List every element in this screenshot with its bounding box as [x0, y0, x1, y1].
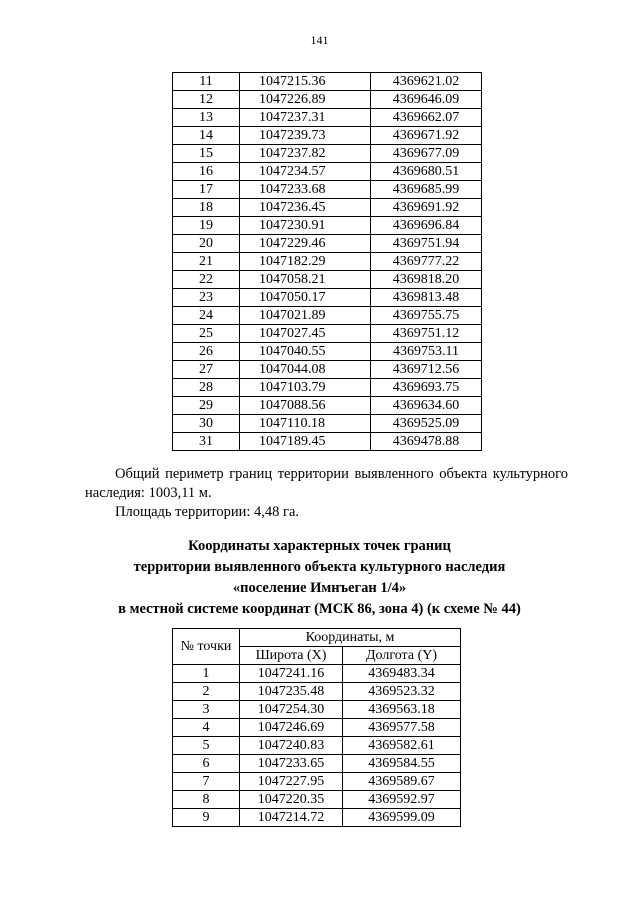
- header-point-number: № точки: [173, 629, 240, 665]
- x-coordinate-cell: 1047027.45: [240, 325, 371, 343]
- header-coordinates: Координаты, м: [240, 629, 461, 647]
- point-number-cell: 25: [173, 325, 240, 343]
- table-row: [173, 737, 461, 755]
- y-coordinate-cell: 4369691.92: [371, 199, 482, 217]
- x-coordinate-cell: 1047254.30: [240, 701, 343, 719]
- heading-line-4: в местной системе координат (МСК 86, зона 4) (к схеме № 44): [118, 601, 521, 617]
- point-number-cell: 13: [173, 109, 240, 127]
- table-row: [173, 665, 461, 683]
- point-number-cell: 7: [173, 773, 240, 791]
- y-coordinate-cell: 4369599.09: [343, 809, 461, 827]
- table-row: [173, 755, 461, 773]
- table-row: [173, 683, 461, 701]
- x-coordinate-cell: 1047182.29: [240, 253, 371, 271]
- x-coordinate-cell: 1047239.73: [240, 127, 371, 145]
- point-number-cell: 6: [173, 755, 240, 773]
- table-row: [173, 289, 482, 307]
- y-coordinate-cell: 4369693.75: [371, 379, 482, 397]
- point-number-cell: 28: [173, 379, 240, 397]
- y-coordinate-cell: 4369685.99: [371, 181, 482, 199]
- y-coordinate-cell: 4369577.58: [343, 719, 461, 737]
- table-row: [173, 791, 461, 809]
- x-coordinate-cell: 1047189.45: [240, 433, 371, 451]
- y-coordinate-cell: 4369589.67: [343, 773, 461, 791]
- point-number-cell: 17: [173, 181, 240, 199]
- y-coordinate-cell: 4369483.34: [343, 665, 461, 683]
- x-coordinate-cell: 1047236.45: [240, 199, 371, 217]
- y-coordinate-cell: 4369813.48: [371, 289, 482, 307]
- table-row: [173, 773, 461, 791]
- table-row: [173, 235, 482, 253]
- y-coordinate-cell: 4369755.75: [371, 307, 482, 325]
- point-number-cell: 11: [173, 73, 240, 91]
- y-coordinate-cell: 4369523.32: [343, 683, 461, 701]
- y-coordinate-cell: 4369671.92: [371, 127, 482, 145]
- y-coordinate-cell: 4369584.55: [343, 755, 461, 773]
- table-row: [173, 73, 482, 91]
- point-number-cell: 22: [173, 271, 240, 289]
- x-coordinate-cell: 1047058.21: [240, 271, 371, 289]
- x-coordinate-cell: 1047233.65: [240, 755, 343, 773]
- point-number-cell: 9: [173, 809, 240, 827]
- x-coordinate-cell: 1047237.82: [240, 145, 371, 163]
- y-coordinate-cell: 4369751.12: [371, 325, 482, 343]
- x-coordinate-cell: 1047021.89: [240, 307, 371, 325]
- table-row: [173, 127, 482, 145]
- y-coordinate-cell: 4369563.18: [343, 701, 461, 719]
- y-coordinate-cell: 4369592.97: [343, 791, 461, 809]
- y-coordinate-cell: 4369677.09: [371, 145, 482, 163]
- point-number-cell: 2: [173, 683, 240, 701]
- y-coordinate-cell: 4369621.02: [371, 73, 482, 91]
- point-number-cell: 30: [173, 415, 240, 433]
- table-row: [173, 163, 482, 181]
- point-number-cell: 21: [173, 253, 240, 271]
- x-coordinate-cell: 1047230.91: [240, 217, 371, 235]
- table-row: [173, 325, 482, 343]
- y-coordinate-cell: 4369680.51: [371, 163, 482, 181]
- point-number-cell: 1: [173, 665, 240, 683]
- x-coordinate-cell: 1047044.08: [240, 361, 371, 379]
- coordinates-table: [172, 628, 461, 827]
- y-coordinate-cell: 4369662.07: [371, 109, 482, 127]
- header-longitude: Долгота (Y): [343, 647, 461, 665]
- point-number-cell: 23: [173, 289, 240, 307]
- table-row: [173, 109, 482, 127]
- table-row: [173, 415, 482, 433]
- table-row: [173, 361, 482, 379]
- point-number-cell: 31: [173, 433, 240, 451]
- x-coordinate-cell: 1047227.95: [240, 773, 343, 791]
- x-coordinate-cell: 1047237.31: [240, 109, 371, 127]
- y-coordinate-cell: 4369696.84: [371, 217, 482, 235]
- table-row: [173, 701, 461, 719]
- table-row: [173, 145, 482, 163]
- point-number-cell: 24: [173, 307, 240, 325]
- x-coordinate-cell: 1047240.83: [240, 737, 343, 755]
- table-row: [173, 433, 482, 451]
- header-latitude: Широта (X): [240, 647, 343, 665]
- table-row: [173, 253, 482, 271]
- point-number-cell: 4: [173, 719, 240, 737]
- x-coordinate-cell: 1047050.17: [240, 289, 371, 307]
- y-coordinate-cell: 4369582.61: [343, 737, 461, 755]
- point-number-cell: 16: [173, 163, 240, 181]
- section-heading: [0, 536, 639, 620]
- point-number-cell: 18: [173, 199, 240, 217]
- point-number-cell: 12: [173, 91, 240, 109]
- table-row: [173, 397, 482, 415]
- y-coordinate-cell: 4369525.09: [371, 415, 482, 433]
- table-row: [173, 91, 482, 109]
- perimeter-text: Общий периметр границ территории выявленного объекта культурного наследия: 1003,11 м.: [85, 466, 568, 501]
- x-coordinate-cell: 1047235.48: [240, 683, 343, 701]
- y-coordinate-cell: 4369751.94: [371, 235, 482, 253]
- y-coordinate-cell: 4369753.11: [371, 343, 482, 361]
- table-row: [173, 379, 482, 397]
- x-coordinate-cell: 1047110.18: [240, 415, 371, 433]
- page-number: 141: [310, 33, 329, 47]
- y-coordinate-cell: 4369646.09: [371, 91, 482, 109]
- point-number-cell: 26: [173, 343, 240, 361]
- point-number-cell: 15: [173, 145, 240, 163]
- heading-line-1: Координаты характерных точек границ: [188, 538, 451, 554]
- x-coordinate-cell: 1047220.35: [240, 791, 343, 809]
- point-number-cell: 19: [173, 217, 240, 235]
- x-coordinate-cell: 1047214.72: [240, 809, 343, 827]
- x-coordinate-cell: 1047241.16: [240, 665, 343, 683]
- x-coordinate-cell: 1047103.79: [240, 379, 371, 397]
- point-number-cell: 14: [173, 127, 240, 145]
- point-number-cell: 8: [173, 791, 240, 809]
- area-text: Площадь территории: 4,48 га.: [115, 504, 300, 520]
- x-coordinate-cell: 1047229.46: [240, 235, 371, 253]
- y-coordinate-cell: 4369818.20: [371, 271, 482, 289]
- table-row: [173, 809, 461, 827]
- coordinates-table-continued: [172, 72, 482, 451]
- x-coordinate-cell: 1047215.36: [240, 73, 371, 91]
- heading-line-2: территории выявленного объекта культурного наследия: [133, 559, 506, 575]
- point-number-cell: 5: [173, 737, 240, 755]
- y-coordinate-cell: 4369634.60: [371, 397, 482, 415]
- table-row: [173, 343, 482, 361]
- table-row: [173, 719, 461, 737]
- x-coordinate-cell: 1047040.55: [240, 343, 371, 361]
- table-row: [173, 199, 482, 217]
- x-coordinate-cell: 1047233.68: [240, 181, 371, 199]
- y-coordinate-cell: 4369478.88: [371, 433, 482, 451]
- y-coordinate-cell: 4369712.56: [371, 361, 482, 379]
- table-row: [173, 307, 482, 325]
- point-number-cell: 29: [173, 397, 240, 415]
- table-row: [173, 217, 482, 235]
- table-row: [173, 271, 482, 289]
- x-coordinate-cell: 1047226.89: [240, 91, 371, 109]
- x-coordinate-cell: 1047246.69: [240, 719, 343, 737]
- point-number-cell: 3: [173, 701, 240, 719]
- point-number-cell: 20: [173, 235, 240, 253]
- point-number-cell: 27: [173, 361, 240, 379]
- y-coordinate-cell: 4369777.22: [371, 253, 482, 271]
- heading-line-3: «поселение Имнъеган 1/4»: [232, 580, 407, 596]
- x-coordinate-cell: 1047234.57: [240, 163, 371, 181]
- x-coordinate-cell: 1047088.56: [240, 397, 371, 415]
- table-row: [173, 181, 482, 199]
